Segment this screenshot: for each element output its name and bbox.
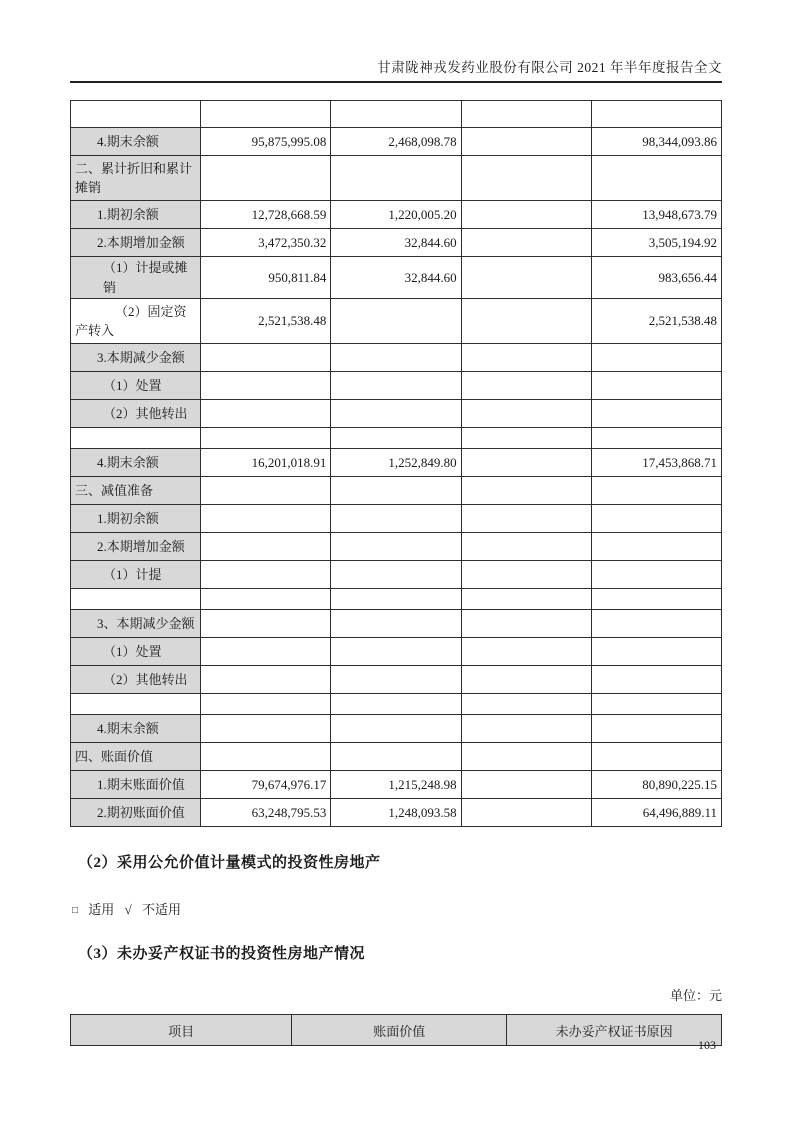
value-cell bbox=[591, 372, 721, 400]
value-cell bbox=[461, 344, 591, 372]
value-cell bbox=[201, 533, 331, 561]
value-cell bbox=[201, 156, 331, 201]
value-cell: 2,468,098.78 bbox=[331, 128, 461, 156]
value-cell bbox=[461, 156, 591, 201]
value-cell bbox=[331, 101, 461, 128]
value-cell bbox=[331, 477, 461, 505]
value-cell bbox=[331, 344, 461, 372]
column-header-item: 项目 bbox=[71, 1015, 292, 1046]
row-label-cell: （1）计提或摊销 bbox=[71, 257, 201, 299]
row-label-cell: （1）处置 bbox=[71, 372, 201, 400]
value-cell bbox=[201, 638, 331, 666]
not-applicable-label: 不适用 bbox=[141, 902, 181, 917]
movement-table-body bbox=[71, 101, 722, 827]
value-cell bbox=[461, 771, 591, 799]
report-header-title: 甘肃陇神戎发药业股份有限公司 2021 年半年度报告全文 bbox=[70, 56, 722, 83]
value-cell bbox=[591, 561, 721, 589]
value-cell bbox=[201, 743, 331, 771]
page-number: 103 bbox=[698, 1038, 716, 1052]
value-cell bbox=[331, 589, 461, 610]
table-row bbox=[71, 400, 722, 428]
value-cell bbox=[331, 533, 461, 561]
value-cell bbox=[201, 428, 331, 449]
table-row bbox=[71, 638, 722, 666]
value-cell: 950,811.84 bbox=[201, 257, 331, 299]
value-cell: 1,248,093.58 bbox=[331, 799, 461, 827]
table-row bbox=[71, 666, 722, 694]
value-cell: 17,453,868.71 bbox=[591, 449, 721, 477]
value-cell bbox=[331, 372, 461, 400]
value-cell bbox=[591, 743, 721, 771]
table-row bbox=[71, 201, 722, 229]
value-cell bbox=[201, 400, 331, 428]
table-row bbox=[71, 589, 722, 610]
value-cell bbox=[461, 400, 591, 428]
row-label-cell: 1.期末账面价值 bbox=[71, 771, 201, 799]
value-cell bbox=[201, 344, 331, 372]
value-cell bbox=[461, 638, 591, 666]
row-label-cell: 3.本期减少金额 bbox=[71, 344, 201, 372]
value-cell bbox=[591, 589, 721, 610]
value-cell bbox=[201, 589, 331, 610]
row-label-cell: （1）计提 bbox=[71, 561, 201, 589]
value-cell bbox=[461, 561, 591, 589]
table-header-row bbox=[71, 1015, 722, 1046]
row-label-cell bbox=[71, 101, 201, 128]
section-heading-pending-certificate: （3）未办妥产权证书的投资性房地产情况 bbox=[78, 946, 366, 962]
table-row bbox=[71, 449, 722, 477]
value-cell bbox=[461, 229, 591, 257]
value-cell bbox=[591, 666, 721, 694]
value-cell bbox=[331, 715, 461, 743]
value-cell: 16,201,018.91 bbox=[201, 449, 331, 477]
value-cell: 98,344,093.86 bbox=[591, 128, 721, 156]
value-cell bbox=[591, 505, 721, 533]
value-cell bbox=[461, 201, 591, 229]
value-cell bbox=[461, 589, 591, 610]
section-heading-fair-value-model: （2）采用公允价值计量模式的投资性房地产 bbox=[78, 855, 381, 871]
value-cell: 63,248,795.53 bbox=[201, 799, 331, 827]
row-label-cell bbox=[71, 694, 201, 715]
value-cell bbox=[461, 505, 591, 533]
value-cell bbox=[591, 101, 721, 128]
value-cell bbox=[461, 666, 591, 694]
value-cell bbox=[331, 400, 461, 428]
value-cell bbox=[461, 743, 591, 771]
value-cell: 2,521,538.48 bbox=[201, 299, 331, 344]
value-cell bbox=[591, 344, 721, 372]
table-row bbox=[71, 561, 722, 589]
table-row bbox=[71, 533, 722, 561]
table-row bbox=[71, 372, 722, 400]
value-cell bbox=[201, 715, 331, 743]
row-label-cell: 2.本期增加金额 bbox=[71, 229, 201, 257]
value-cell bbox=[591, 694, 721, 715]
table-row bbox=[71, 771, 722, 799]
value-cell bbox=[461, 128, 591, 156]
table-row bbox=[71, 229, 722, 257]
value-cell: 79,674,976.17 bbox=[201, 771, 331, 799]
value-cell bbox=[461, 449, 591, 477]
value-cell bbox=[201, 101, 331, 128]
row-label-cell: 1.期初余额 bbox=[71, 201, 201, 229]
value-cell bbox=[331, 299, 461, 344]
value-cell bbox=[201, 477, 331, 505]
value-cell bbox=[331, 638, 461, 666]
table-row bbox=[71, 505, 722, 533]
table-row bbox=[71, 743, 722, 771]
value-cell bbox=[331, 694, 461, 715]
table-row bbox=[71, 477, 722, 505]
value-cell bbox=[461, 101, 591, 128]
value-cell bbox=[331, 428, 461, 449]
value-cell bbox=[591, 715, 721, 743]
value-cell bbox=[591, 638, 721, 666]
value-cell: 13,948,673.79 bbox=[591, 201, 721, 229]
value-cell bbox=[591, 477, 721, 505]
value-cell bbox=[461, 799, 591, 827]
table-row bbox=[71, 299, 722, 344]
table-row bbox=[71, 156, 722, 201]
value-cell bbox=[331, 561, 461, 589]
value-cell: 80,890,225.15 bbox=[591, 771, 721, 799]
value-cell bbox=[461, 428, 591, 449]
row-label-cell: 4.期末余额 bbox=[71, 449, 201, 477]
value-cell bbox=[461, 477, 591, 505]
value-cell bbox=[591, 533, 721, 561]
unit-label: 单位：元 bbox=[669, 988, 722, 1003]
value-cell bbox=[461, 257, 591, 299]
table-row bbox=[71, 257, 722, 299]
value-cell bbox=[591, 400, 721, 428]
row-label-cell bbox=[71, 589, 201, 610]
table-row bbox=[71, 799, 722, 827]
value-cell bbox=[461, 694, 591, 715]
value-cell: 1,220,005.20 bbox=[331, 201, 461, 229]
value-cell: 3,505,194.92 bbox=[591, 229, 721, 257]
value-cell bbox=[201, 372, 331, 400]
value-cell bbox=[331, 610, 461, 638]
table-row bbox=[71, 715, 722, 743]
value-cell: 95,875,995.08 bbox=[201, 128, 331, 156]
value-cell: 3,472,350.32 bbox=[201, 229, 331, 257]
checkbox-unchecked-icon: □ bbox=[72, 905, 79, 916]
value-cell: 2,521,538.48 bbox=[591, 299, 721, 344]
value-cell: 1,252,849.80 bbox=[331, 449, 461, 477]
row-label-cell: 2.期初账面价值 bbox=[71, 799, 201, 827]
row-label-cell: 二、累计折旧和累计摊销 bbox=[71, 156, 201, 201]
row-label-cell: （2）其他转出 bbox=[71, 666, 201, 694]
investment-property-movement-table bbox=[70, 100, 722, 827]
value-cell bbox=[591, 610, 721, 638]
value-cell: 1,215,248.98 bbox=[331, 771, 461, 799]
value-cell bbox=[201, 694, 331, 715]
row-label-cell: 1.期初余额 bbox=[71, 505, 201, 533]
value-cell bbox=[461, 715, 591, 743]
value-cell bbox=[461, 372, 591, 400]
value-cell bbox=[331, 156, 461, 201]
row-label-cell: （1）处置 bbox=[71, 638, 201, 666]
row-label-cell: （2）固定资产转入 bbox=[71, 299, 201, 344]
value-cell bbox=[201, 505, 331, 533]
pending-certificate-table bbox=[70, 1014, 722, 1046]
table-row bbox=[71, 344, 722, 372]
value-cell bbox=[461, 299, 591, 344]
value-cell: 32,844.60 bbox=[331, 257, 461, 299]
applicable-label: 适用 bbox=[88, 902, 115, 917]
column-header-reason: 未办妥产权证书原因 bbox=[507, 1015, 722, 1046]
value-cell bbox=[461, 610, 591, 638]
row-label-cell: 四、账面价值 bbox=[71, 743, 201, 771]
value-cell bbox=[461, 533, 591, 561]
applicability-line bbox=[70, 899, 722, 918]
value-cell: 12,728,668.59 bbox=[201, 201, 331, 229]
column-header-book-value: 账面价值 bbox=[292, 1015, 507, 1046]
checkmark-icon: √ bbox=[124, 902, 132, 917]
table-row bbox=[71, 428, 722, 449]
row-label-cell: 三、减值准备 bbox=[71, 477, 201, 505]
table-row bbox=[71, 128, 722, 156]
value-cell bbox=[201, 561, 331, 589]
value-cell bbox=[331, 743, 461, 771]
value-cell: 32,844.60 bbox=[331, 229, 461, 257]
row-label-cell: 4.期末余额 bbox=[71, 715, 201, 743]
row-label-cell bbox=[71, 428, 201, 449]
value-cell bbox=[591, 428, 721, 449]
value-cell: 983,656.44 bbox=[591, 257, 721, 299]
value-cell bbox=[591, 156, 721, 201]
row-label-cell: 2.本期增加金额 bbox=[71, 533, 201, 561]
row-label-cell: 4.期末余额 bbox=[71, 128, 201, 156]
table-row bbox=[71, 610, 722, 638]
row-label-cell: （2）其他转出 bbox=[71, 400, 201, 428]
row-label-cell: 3、本期减少金额 bbox=[71, 610, 201, 638]
table-row bbox=[71, 101, 722, 128]
value-cell bbox=[201, 610, 331, 638]
value-cell bbox=[331, 666, 461, 694]
value-cell: 64,496,889.11 bbox=[591, 799, 721, 827]
value-cell bbox=[331, 505, 461, 533]
value-cell bbox=[201, 666, 331, 694]
table-row bbox=[71, 694, 722, 715]
